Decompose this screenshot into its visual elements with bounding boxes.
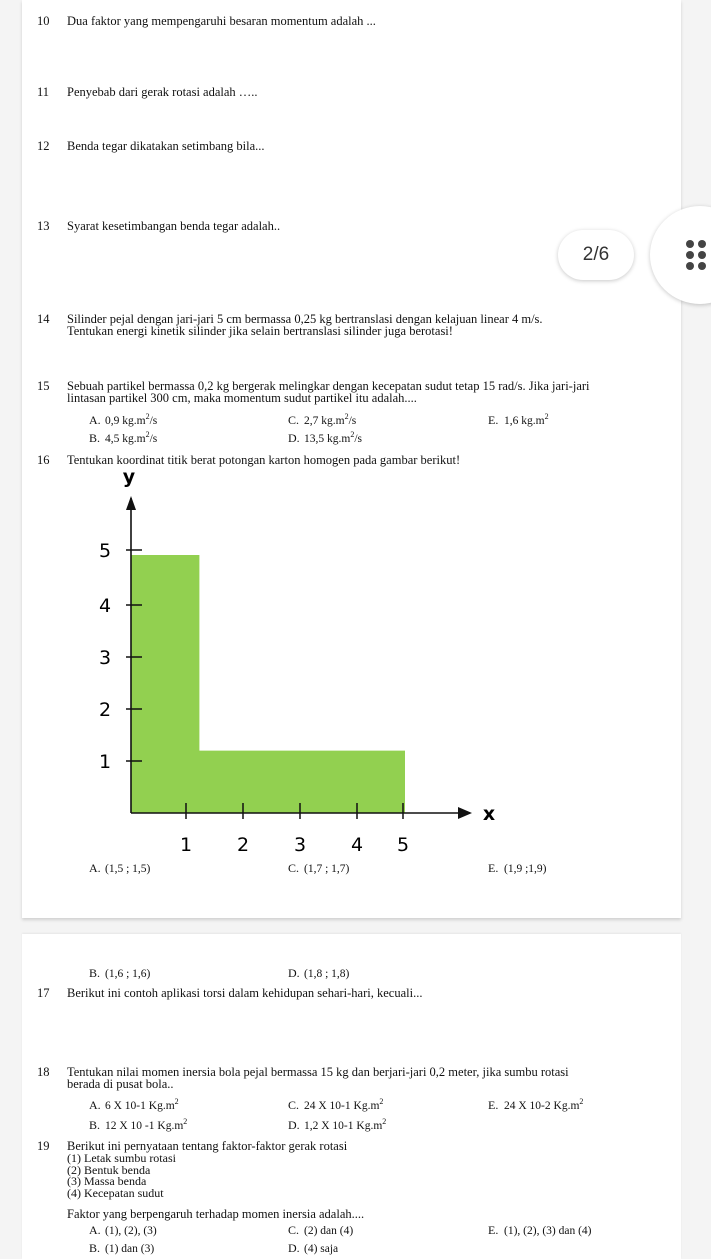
option-letter: A. bbox=[89, 1223, 101, 1237]
option-letter: B. bbox=[89, 966, 101, 980]
option-a[interactable] bbox=[89, 1098, 179, 1113]
option-letter: D. bbox=[288, 1241, 300, 1255]
option-letter: A. bbox=[89, 413, 101, 427]
option-letter: A. bbox=[89, 1098, 101, 1112]
question-text: Benda tegar dikatakan setimbang bila... bbox=[67, 139, 265, 153]
option-unit-tail: /s bbox=[348, 415, 357, 427]
option-letter: E. bbox=[488, 413, 499, 427]
question-line: berada di pusat bola.. bbox=[67, 1077, 174, 1091]
option-sup: 2 bbox=[183, 1117, 188, 1126]
option-value: 24 X 10-1 Kg.m bbox=[304, 1100, 380, 1112]
option-value: 24 X 10-2 Kg.m bbox=[504, 1100, 580, 1112]
option-value: 0,9 kg.m bbox=[105, 415, 146, 427]
option-value: (1,5 ; 1,5) bbox=[105, 863, 151, 875]
option-b[interactable] bbox=[89, 1118, 187, 1133]
option-letter: B. bbox=[89, 1241, 101, 1255]
option-letter: D. bbox=[288, 1118, 300, 1132]
question-text: Dua faktor yang mempengaruhi besaran momentum adalah ... bbox=[67, 14, 376, 28]
option-sup: 2 bbox=[382, 1117, 387, 1126]
option-value: (1,9 ;1,9) bbox=[504, 863, 547, 875]
option-b[interactable] bbox=[89, 431, 157, 446]
y-tick-label: 1 bbox=[98, 751, 112, 773]
l-shape-area bbox=[131, 555, 405, 813]
question-text: Berikut ini pernyataan tentang faktor-faktor gerak rotasi bbox=[67, 1139, 348, 1153]
option-value: 13,5 kg.m bbox=[304, 433, 351, 445]
option-sup: 2 bbox=[145, 430, 150, 439]
statement-item: (2) Bentuk benda bbox=[67, 1162, 151, 1177]
option-value: 1,2 X 10-1 Kg.m bbox=[304, 1120, 383, 1132]
question-number: 15 bbox=[37, 379, 50, 393]
y-axis-label: y bbox=[122, 466, 136, 488]
option-e[interactable] bbox=[488, 1098, 583, 1113]
question-number: 13 bbox=[37, 219, 50, 233]
grid-dot bbox=[698, 251, 706, 259]
option-letter: D. bbox=[288, 966, 300, 980]
y-tick-label: 2 bbox=[98, 699, 112, 721]
option-value: (2) dan (4) bbox=[304, 1225, 354, 1237]
option-letter: B. bbox=[89, 431, 101, 445]
y-tick-label: 5 bbox=[98, 540, 112, 562]
option-d[interactable] bbox=[288, 1241, 338, 1256]
option-e[interactable] bbox=[488, 1223, 592, 1238]
option-value: 1,6 kg.m bbox=[504, 415, 545, 427]
question-text bbox=[67, 380, 642, 404]
option-c[interactable] bbox=[288, 413, 356, 428]
x-tick-label: 2 bbox=[236, 834, 250, 856]
grid-dot bbox=[686, 262, 694, 270]
option-d[interactable] bbox=[288, 431, 362, 446]
option-value: (1,7 ; 1,7) bbox=[304, 863, 350, 875]
grid-dots-icon bbox=[686, 240, 694, 248]
question-number: 16 bbox=[37, 453, 50, 467]
y-tick-label: 3 bbox=[98, 647, 112, 669]
option-letter: C. bbox=[288, 1098, 300, 1112]
option-a[interactable] bbox=[89, 861, 150, 876]
option-value: 2,7 kg.m bbox=[304, 415, 345, 427]
option-value: 4,5 kg.m bbox=[105, 433, 146, 445]
x-tick-label: 5 bbox=[396, 834, 410, 856]
grid-dot bbox=[698, 240, 706, 248]
option-letter: D. bbox=[288, 431, 300, 445]
option-sup: 2 bbox=[544, 412, 549, 421]
option-unit-tail: /s bbox=[354, 433, 362, 445]
statement-list bbox=[67, 1153, 176, 1199]
question-number: 14 bbox=[37, 312, 50, 326]
question-text: Tentukan koordinat titik berat potongan karton homogen pada gambar berikut! bbox=[67, 453, 461, 467]
option-c[interactable] bbox=[288, 1223, 353, 1238]
centroid-chart bbox=[0, 460, 711, 860]
x-tick-label: 1 bbox=[179, 834, 193, 856]
option-sup: 2 bbox=[174, 1097, 179, 1106]
option-value: (4) saja bbox=[304, 1243, 339, 1255]
statement-item: (4) Kecepatan sudut bbox=[67, 1185, 164, 1200]
question-number: 11 bbox=[37, 85, 50, 99]
option-c[interactable] bbox=[288, 1098, 383, 1113]
question-line: Tentukan energi kinetik silinder jika selain bertranslasi silinder juga berotasi! bbox=[67, 324, 453, 338]
option-value: 6 X 10-1 Kg.m bbox=[105, 1100, 175, 1112]
option-letter: E. bbox=[488, 861, 499, 875]
option-sup: 2 bbox=[379, 1097, 384, 1106]
x-axis-label: x bbox=[482, 803, 496, 825]
option-letter: B. bbox=[89, 1118, 101, 1132]
option-value: (1,6 ; 1,6) bbox=[105, 968, 151, 980]
statement-item: (1) Letak sumbu rotasi bbox=[67, 1151, 176, 1165]
option-a[interactable] bbox=[89, 413, 157, 428]
question-number: 19 bbox=[37, 1139, 50, 1153]
statement-item: (3) Massa benda bbox=[67, 1174, 147, 1188]
x-tick-label: 3 bbox=[293, 834, 307, 856]
page-indicator[interactable]: 2/6 bbox=[558, 230, 634, 280]
question-text: Penyebab dari gerak rotasi adalah ….. bbox=[67, 85, 258, 99]
question-number: 18 bbox=[37, 1065, 50, 1079]
option-letter: C. bbox=[288, 861, 300, 875]
option-unit-tail: /s bbox=[149, 433, 158, 445]
option-value: 12 X 10 -1 Kg.m bbox=[105, 1120, 184, 1132]
question-number: 12 bbox=[37, 139, 50, 153]
option-e[interactable] bbox=[488, 861, 546, 876]
option-d[interactable] bbox=[288, 966, 349, 981]
question-line: lintasan partikel 300 cm, maka momentum sudut partikel itu adalah.... bbox=[67, 391, 417, 405]
grid-dot bbox=[698, 262, 706, 270]
option-value: (1,8 ; 1,8) bbox=[304, 968, 350, 980]
question-text bbox=[67, 1066, 642, 1090]
option-value: (1), (2), (3) dan (4) bbox=[504, 1225, 592, 1237]
question-line: Sebuah partikel bermassa 0,2 kg bergerak melingkar dengan kecepatan sudut tetap 15 rad/s. Jika jari-jari bbox=[67, 379, 590, 393]
question-text: Berikut ini contoh aplikasi torsi dalam kehidupan sehari-hari, kecuali... bbox=[67, 986, 423, 1000]
option-b[interactable] bbox=[89, 1241, 154, 1256]
question-number: 10 bbox=[37, 14, 50, 28]
option-sup: 2 bbox=[579, 1097, 584, 1106]
option-letter: C. bbox=[288, 413, 300, 427]
option-letter: E. bbox=[488, 1098, 499, 1112]
question-text bbox=[67, 313, 642, 337]
option-d[interactable] bbox=[288, 1118, 386, 1133]
x-axis-arrow-icon bbox=[458, 807, 472, 819]
question-line: Tentukan nilai momen inersia bola pejal bermassa 15 kg dan berjari-jari 0,2 meter, jika sumbu rotasi bbox=[67, 1065, 569, 1079]
question-line: Silinder pejal dengan jari-jari 5 cm bermassa 0,25 kg bertranslasi dengan kelajuan linear 4 m/s. bbox=[67, 312, 543, 326]
option-letter: E. bbox=[488, 1223, 499, 1237]
option-value: (1), (2), (3) bbox=[105, 1225, 157, 1237]
option-letter: A. bbox=[89, 861, 101, 875]
option-sup: 2 bbox=[145, 412, 150, 421]
option-sup: 2 bbox=[344, 412, 349, 421]
grid-dot bbox=[686, 251, 694, 259]
question-text: Syarat kesetimbangan benda tegar adalah.. bbox=[67, 219, 281, 233]
option-a[interactable] bbox=[89, 1223, 157, 1238]
option-e[interactable] bbox=[488, 413, 549, 428]
option-sup: 2 bbox=[350, 430, 355, 439]
question-number: 17 bbox=[37, 986, 50, 1000]
option-c[interactable] bbox=[288, 861, 349, 876]
option-unit-tail: /s bbox=[149, 415, 158, 427]
option-b[interactable] bbox=[89, 966, 150, 981]
option-value: (1) dan (3) bbox=[105, 1243, 155, 1255]
x-tick-label: 4 bbox=[350, 834, 364, 856]
y-tick-label: 4 bbox=[98, 595, 112, 617]
option-letter: C. bbox=[288, 1223, 300, 1237]
y-axis-arrow-icon bbox=[126, 496, 136, 510]
question-text: Faktor yang berpengaruh terhadap momen inersia adalah.... bbox=[67, 1207, 365, 1221]
